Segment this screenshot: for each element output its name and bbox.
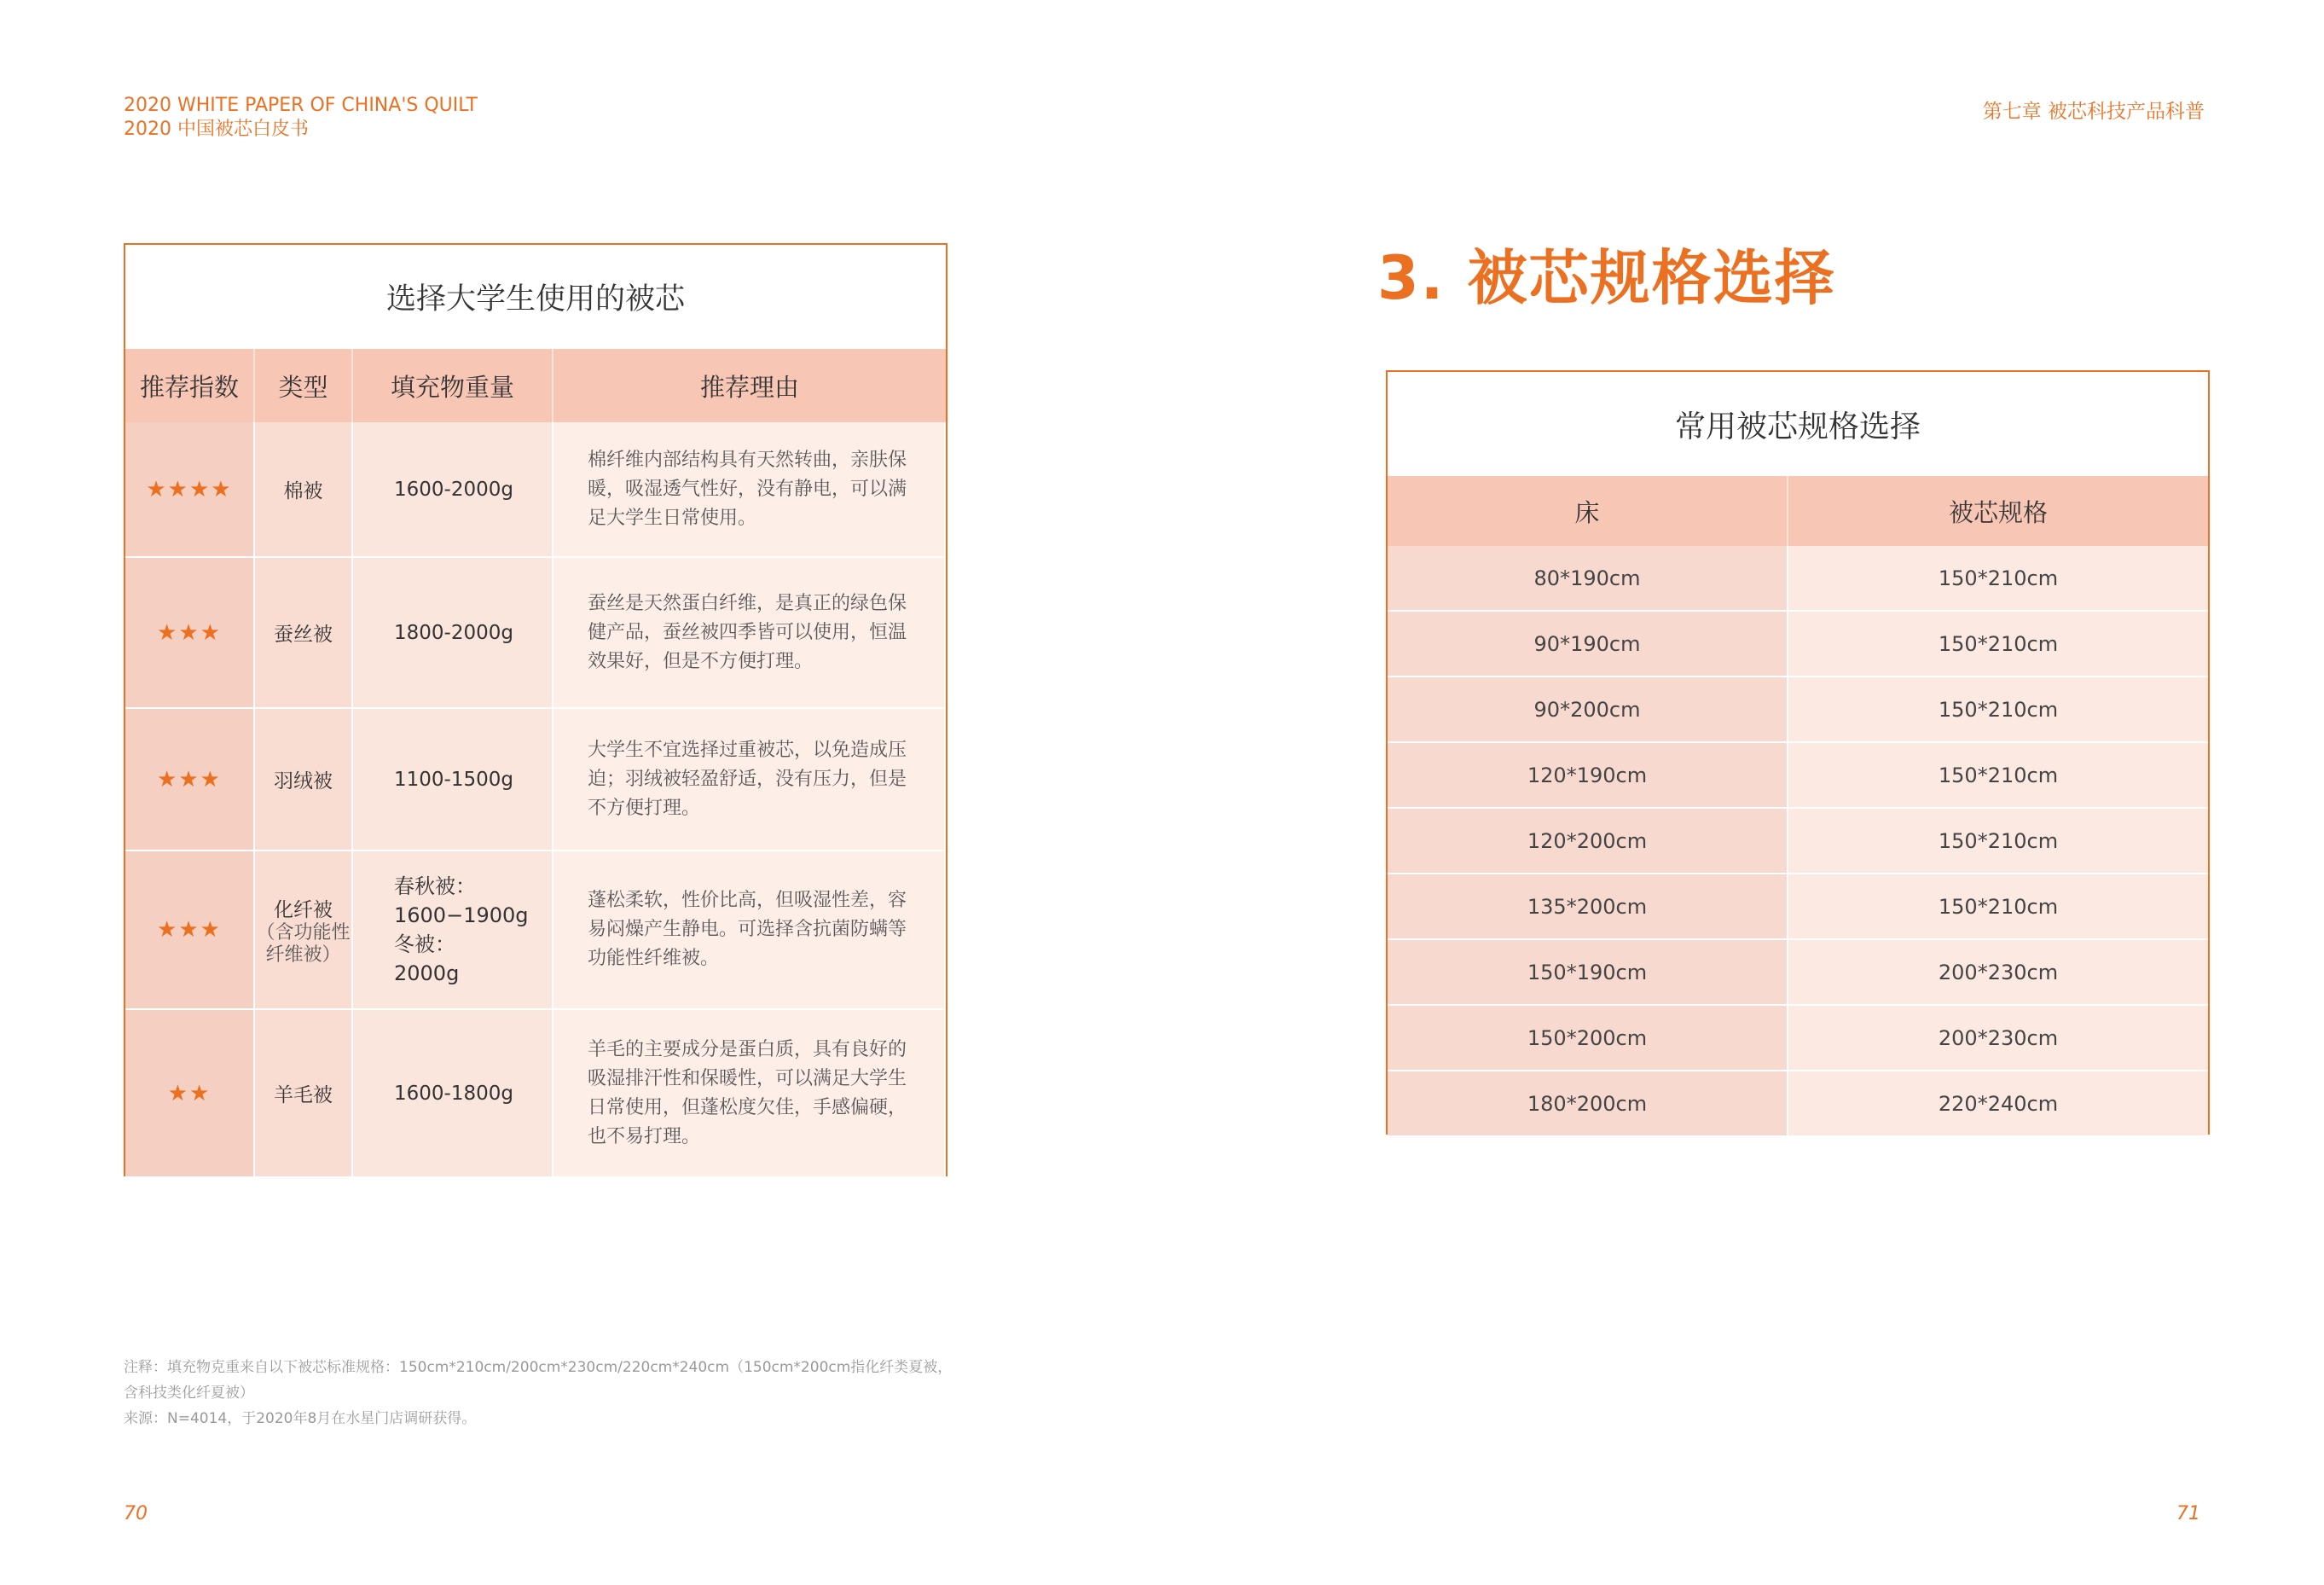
page-number-right: 71 xyxy=(2176,1503,2200,1524)
header-title-en: 2020 WHITE PAPER OF CHINA'S QUILT xyxy=(124,95,478,116)
fill-weight: 1100-1500g xyxy=(353,709,553,850)
bed-size: 120*190cm xyxy=(1388,743,1788,807)
table-row xyxy=(1388,612,2208,677)
quilt-type-sub: （含功能性纤维被） xyxy=(256,921,351,966)
table-row xyxy=(125,1010,946,1176)
quilt-type-cell xyxy=(255,851,353,1008)
table-row xyxy=(1388,874,2208,940)
table-row xyxy=(125,422,946,558)
table-row xyxy=(125,851,946,1010)
student-quilt-table xyxy=(124,243,948,1176)
bed-size: 120*200cm xyxy=(1388,809,1788,873)
reason-text: 棉纤维内部结构具有天然转曲，亲肤保暖，吸湿透气性好，没有静电，可以满足大学生日常使用。 xyxy=(553,422,946,556)
chapter-title: 第七章 被芯科技产品科普 xyxy=(1982,101,2205,123)
table-title: 选择大学生使用的被芯 xyxy=(385,282,685,316)
table-row xyxy=(1388,546,2208,612)
table-row xyxy=(1388,1071,2208,1137)
table-row xyxy=(1388,940,2208,1006)
quilt-size: 200*230cm xyxy=(1788,940,2208,1004)
quilt-size: 150*210cm xyxy=(1788,677,2208,741)
quilt-size: 150*210cm xyxy=(1788,612,2208,676)
reason-text: 羊毛的主要成分是蛋白质，具有良好的吸湿排汗性和保暖性，可以满足大学生日常使用，但蓬松度欠佳，手感偏硬，也不易打理。 xyxy=(553,1010,946,1176)
quilt-size: 150*210cm xyxy=(1788,809,2208,873)
section-title: 3. 被芯规格选择 xyxy=(1377,243,1836,313)
weight-label-spring: 春秋被： xyxy=(394,874,476,898)
table-header xyxy=(125,349,946,422)
fill-weight: 1600-2000g xyxy=(353,422,553,556)
star-rating: ★★★ xyxy=(125,851,255,1008)
fill-weight: 1600-1800g xyxy=(353,1010,553,1176)
quilt-type: 羊毛被 xyxy=(255,1010,353,1176)
quilt-size: 150*210cm xyxy=(1788,546,2208,610)
col-header-size: 被芯规格 xyxy=(1948,497,2048,527)
table-body xyxy=(1388,546,2208,1137)
bed-size: 180*200cm xyxy=(1388,1071,1788,1135)
quilt-type: 蚕丝被 xyxy=(255,558,353,707)
bed-size: 90*200cm xyxy=(1388,677,1788,741)
quilt-size: 220*240cm xyxy=(1788,1071,2208,1135)
table-row xyxy=(1388,1006,2208,1071)
bed-size: 135*200cm xyxy=(1388,874,1788,938)
fill-weight xyxy=(353,851,553,1008)
table-row xyxy=(1388,809,2208,874)
quilt-type: 棉被 xyxy=(255,422,353,556)
table-header xyxy=(1388,476,2208,546)
bed-size: 90*190cm xyxy=(1388,612,1788,676)
star-rating: ★★ xyxy=(125,1010,255,1176)
note-text: 注释：填充物克重来自以下被芯标准规格：150cm*210cm/200cm*230cm/220cm*240cm（150cm*200cm指化纤类夏被，含科技类化纤夏被） xyxy=(124,1359,953,1402)
quilt-size: 150*210cm xyxy=(1788,874,2208,938)
table-row xyxy=(1388,743,2208,809)
quilt-size-table xyxy=(1386,370,2210,1135)
table-row xyxy=(125,558,946,709)
col-header-reason: 推荐理由 xyxy=(699,372,799,402)
star-rating: ★★★ xyxy=(125,558,255,707)
col-header-type: 类型 xyxy=(255,349,353,422)
quilt-size: 150*210cm xyxy=(1788,743,2208,807)
bed-size: 150*200cm xyxy=(1388,1006,1788,1070)
footnotes xyxy=(124,1355,955,1431)
weight-label-winter: 冬被： xyxy=(394,932,455,956)
reason-text: 蓬松柔软，性价比高，但吸湿性差，容易闷燥产生静电。可选择含抗菌防螨等功能性纤维被。 xyxy=(553,851,946,1008)
quilt-size: 200*230cm xyxy=(1788,1006,2208,1070)
table-row xyxy=(1388,677,2208,743)
reason-text: 蚕丝是天然蛋白纤维，是真正的绿色保健产品，蚕丝被四季皆可以使用，恒温效果好，但是不方便打理。 xyxy=(553,558,946,707)
header-left xyxy=(124,94,478,142)
star-rating: ★★★★ xyxy=(125,422,255,556)
bed-size: 150*190cm xyxy=(1388,940,1788,1004)
col-header-bed: 床 xyxy=(1388,476,1788,546)
header-title-cn: 2020 中国被芯白皮书 xyxy=(124,119,309,140)
weight-value-spring: 1600−1900g xyxy=(394,903,529,927)
star-rating: ★★★ xyxy=(125,709,255,850)
fill-weight: 1800-2000g xyxy=(353,558,553,707)
table-title: 常用被芯规格选择 xyxy=(1674,409,1921,444)
reason-text: 大学生不宜选择过重被芯，以免造成压迫；羽绒被轻盈舒适，没有压力，但是不方便打理。 xyxy=(553,709,946,850)
col-header-rating: 推荐指数 xyxy=(125,349,255,422)
quilt-type: 羽绒被 xyxy=(255,709,353,850)
table-row xyxy=(125,709,946,851)
bed-size: 80*190cm xyxy=(1388,546,1788,610)
weight-value-winter: 2000g xyxy=(394,961,460,985)
page-number-left: 70 xyxy=(124,1503,148,1524)
col-header-weight: 填充物重量 xyxy=(353,349,553,422)
quilt-type: 化纤被 xyxy=(274,898,333,921)
source-text: 来源：N=4014，于2020年8月在水星门店调研获得。 xyxy=(124,1410,477,1427)
